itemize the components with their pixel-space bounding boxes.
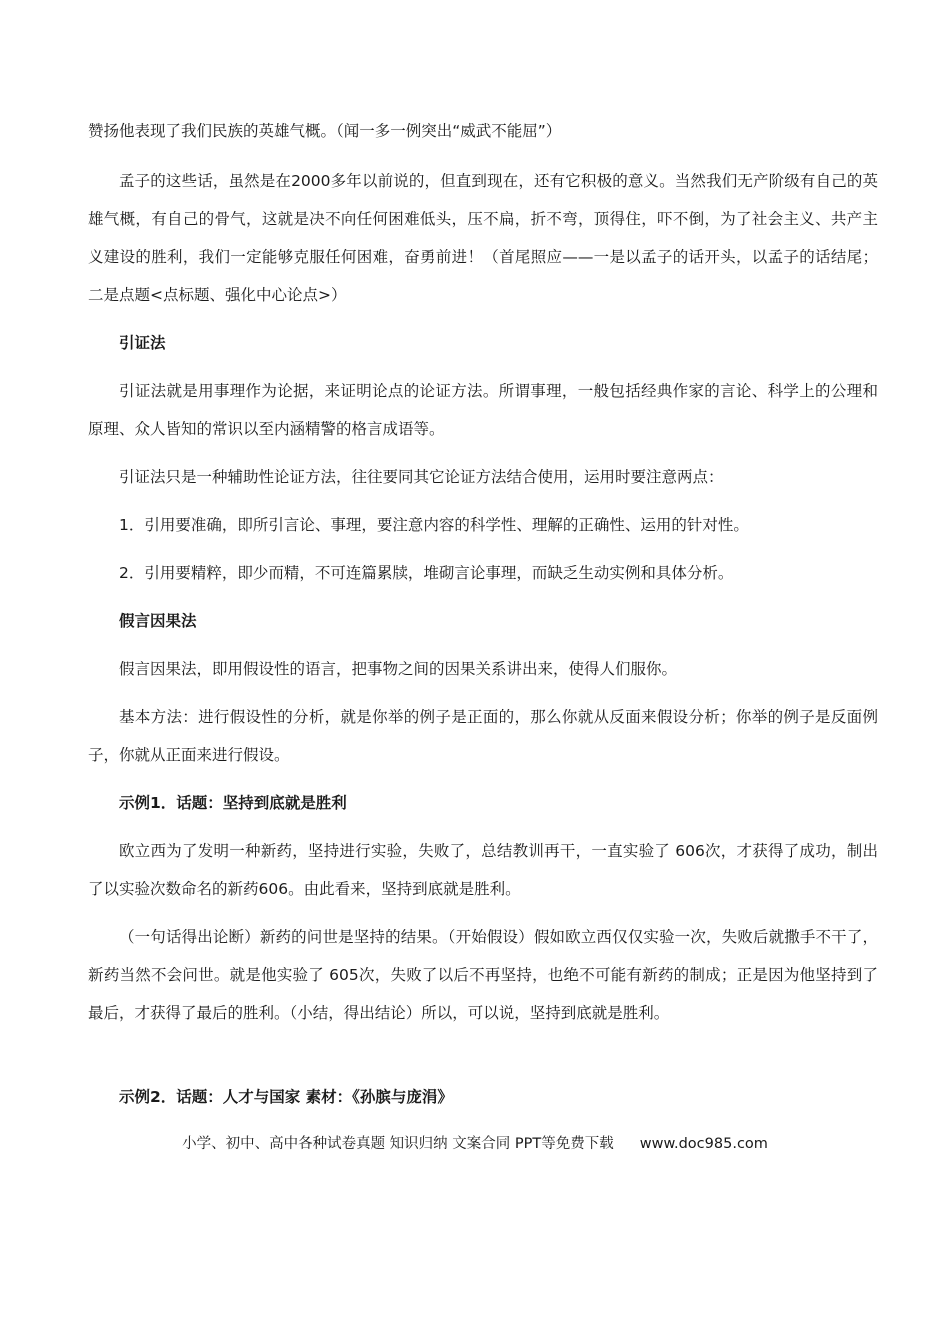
paragraph-3: 引证法就是用事理作为论据，来证明论点的论证方法。所谓事理，一般包括经典作家的言论、科学上的公理和原理、众人皆知的常识以至内涵精警的格言成语等。 [88,382,878,438]
page-footer [0,1130,950,1158]
section-heading-quotation: 引证法 [119,334,166,352]
list-item-2: 2．引用要精粹，即少而精，不可连篇累牍，堆砌言论事理，而缺乏生动实例和具体分析。 [119,564,734,582]
footer-text: 小学、初中、高中各种试卷真题 知识归纳 文案合同 PPT等免费下载 [182,1136,614,1152]
paragraph-1: 赞扬他表现了我们民族的英雄气概。（闻一多一例突出“威武不能屈”） [88,122,562,140]
paragraph-8: 基本方法：进行假设性的分析，就是你举的例子是正面的，那么你就从反面来假设分析；你举的例子是反面例子，你就从正面来进行假设。 [88,708,878,764]
example-heading-2: 示例2．话题：人才与国家 素材：《孙膑与庞涓》 [119,1088,453,1106]
paragraph-7: 假言因果法，即用假设性的语言，把事物之间的因果关系讲出来，使得人们服你。 [119,660,678,678]
list-item-1: 1．引用要准确，即所引言论、事理，要注意内容的科学性、理解的正确性、运用的针对性。 [119,516,749,534]
paragraph-9: 欧立西为了发明一种新药，坚持进行实验，失败了，总结教训再干，一直实验了 606次，才获得了成功，制出了以实验次数命名的新药606。由此看来，坚持到底就是胜利。 [88,842,878,898]
document-body [88,112,878,1116]
example-heading-1: 示例1．话题：坚持到底就是胜利 [119,794,347,812]
paragraph-4: 引证法只是一种辅助性论证方法，往往要同其它论证方法结合使用，运用时要注意两点： [119,468,724,486]
paragraph-2: 孟子的这些话，虽然是在2000多年以前说的，但直到现在，还有它积极的意义。当然我们无产阶级有自己的英雄气概，有自己的骨气，这就是决不向任何困难低头，压不扁，折不弯，顶得住，吓不倒，为了社会主义、共产主义建设的胜利，我们一定能够克服任何困难，奋勇前进！（首尾照应——一是以孟子的话开头，以孟子的话结尾；二是点题<点标题、强化中心论点>） [88,172,878,304]
section-heading-hypothesis: 假言因果法 [119,612,197,630]
footer-url: www.doc985.com [639,1136,768,1152]
paragraph-10: （一句话得出论断）新药的问世是坚持的结果。（开始假设）假如欧立西仅仅实验一次，失败后就撒手不干了，新药当然不会问世。就是他实验了 605次，失败了以后不再坚持，也绝不可能有新药的制成；正是因为他坚持到了最后，才获得了最后的胜利。（小结，得出结论）所以，可以说，坚持到底就是胜利。 [88,928,878,1022]
